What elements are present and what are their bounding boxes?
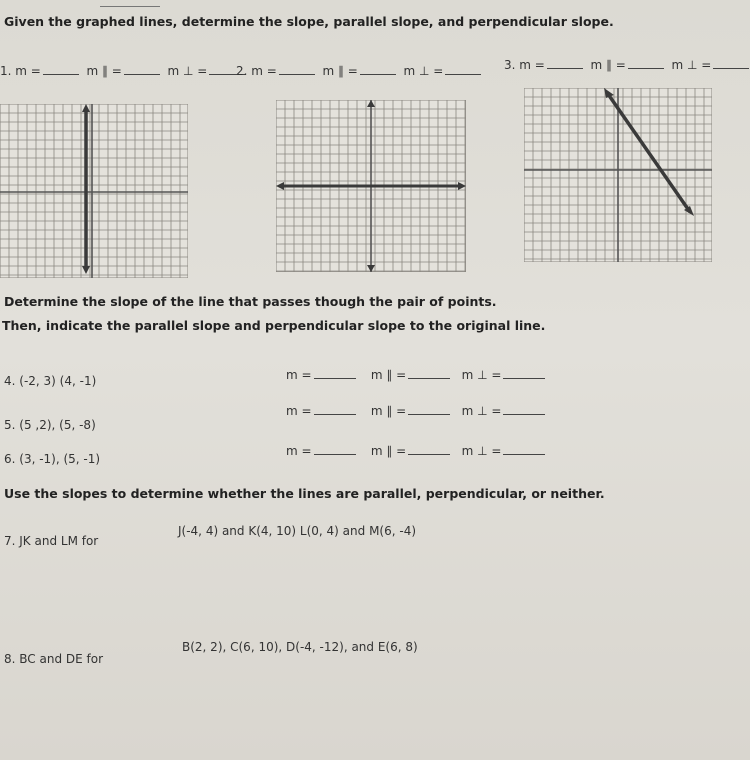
question-5-answers: m = m ∥ = m ⊥ = — [286, 404, 545, 418]
question-4-answers: m = m ∥ = m ⊥ = — [286, 368, 545, 382]
graph-2 — [276, 100, 466, 272]
graph-1 — [0, 104, 188, 278]
answer-blank[interactable] — [503, 444, 545, 455]
answer-blank[interactable] — [314, 404, 356, 415]
answer-blank[interactable] — [360, 64, 396, 75]
question-6-label: 6. (3, -1), (5, -1) — [4, 452, 101, 466]
instructions-points-a: Determine the slope of the line that passes though the pair of points. — [4, 294, 497, 309]
answer-blank[interactable] — [445, 64, 481, 75]
question-7-label: 7. JK and LM for — [4, 534, 99, 548]
answer-blank[interactable] — [43, 64, 79, 75]
answer-blank[interactable] — [503, 368, 545, 379]
question-5-label: 5. (5 ,2), (5, -8) — [4, 418, 96, 432]
instructions-graphs: Given the graphed lines, determine the slope, parallel slope, and perpendicular slope. — [4, 14, 614, 29]
question-7-points: J(-4, 4) and K(4, 10) L(0, 4) and M(6, -4) — [178, 524, 417, 538]
answer-blank[interactable] — [279, 64, 315, 75]
answer-blank[interactable] — [124, 64, 160, 75]
question-4-label: 4. (-2, 3) (4, -1) — [4, 374, 97, 388]
instructions-lines: Use the slopes to determine whether the lines are parallel, perpendicular, or neither. — [4, 486, 605, 501]
answer-blank[interactable] — [314, 368, 356, 379]
question-8-label: 8. BC and DE for — [4, 652, 104, 666]
top-rule — [100, 6, 160, 7]
instructions-points-b: Then, indicate the parallel slope and perpendicular slope to the original line. — [2, 318, 546, 333]
question-1: 1. m = m ∥ = m ⊥ = — [0, 64, 245, 78]
answer-blank[interactable] — [503, 404, 545, 415]
answer-blank[interactable] — [547, 58, 583, 69]
answer-blank[interactable] — [408, 444, 450, 455]
graph-3 — [524, 88, 712, 262]
question-6-answers: m = m ∥ = m ⊥ = — [286, 444, 545, 458]
question-2: 2. m = m ∥ = m ⊥ = — [236, 64, 481, 78]
answer-blank[interactable] — [408, 404, 450, 415]
answer-blank[interactable] — [713, 58, 749, 69]
question-8-points: B(2, 2), C(6, 10), D(-4, -12), and E(6, 8) — [182, 640, 418, 654]
answer-blank[interactable] — [314, 444, 356, 455]
answer-blank[interactable] — [408, 368, 450, 379]
question-3: 3. m = m ∥ = m ⊥ = — [504, 58, 749, 72]
answer-blank[interactable] — [628, 58, 664, 69]
